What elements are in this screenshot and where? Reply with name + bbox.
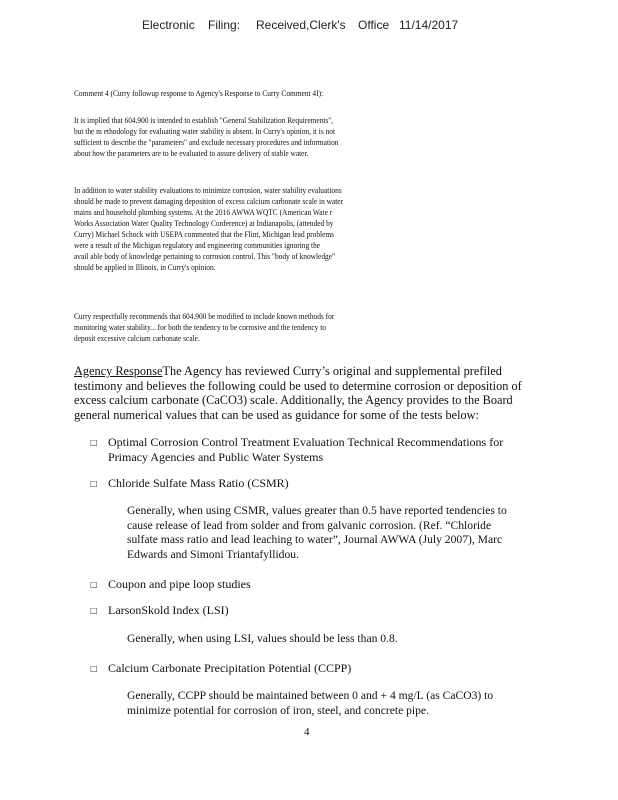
text-line: sulfate mass ratio and lead leaching to water”, Journal AWWA (July 2007), Marc [127, 533, 503, 546]
bullet-box-icon: □ [90, 664, 98, 673]
response-text: The Agency has reviewed Curry’s original and supplemental prefiled [162, 364, 502, 378]
header-filing: Filing: [208, 18, 241, 32]
header-date: 11/14/2017 [399, 18, 459, 32]
header-received-clerk: Received,Clerk's [256, 18, 346, 32]
text-line: about how the parameters are to be evaluated to assure delivery of stable water. [74, 148, 309, 158]
bullet-text: Coupon and pipe loop studies [108, 577, 251, 591]
lsi-guidance [127, 632, 398, 647]
text-line: should be applied in Illinois, in Curry's opinion. [74, 262, 216, 272]
text-line: Optimal Corrosion Control Treatment Evaluation Technical Recommendations for [108, 435, 504, 449]
comment-paragraph-3 [74, 311, 478, 344]
text-line: Curry) Michael Schock with USEPA commented that the Flint, Michigan lead problems [74, 229, 335, 239]
bullet-text: Chloride Sulfate Mass Ratio (CSMR) [108, 476, 289, 490]
text-line: monitoring water stability... for both the tendency to be corrosive and the tendency to [74, 322, 326, 332]
text-line: Works Association Water Quality Technology Conference) at Indianapolis, (attended by [74, 218, 334, 228]
response-line: testimony and believes the following could be used to determine corrosion or deposition of [74, 378, 522, 393]
comment-title [74, 88, 478, 99]
filing-header [0, 18, 618, 36]
text-line: Generally, when using CSMR, values greater than 0.5 have reported tendencies to [127, 504, 507, 517]
bullet-text [108, 435, 503, 464]
text-line: deposit excessive calcium carbonate scale. [74, 333, 200, 343]
text-line: but the m ethodology for evaluating water stability is absent. In Curry's opinion, it is not [74, 126, 335, 136]
bullet-text: Calcium Carbonate Precipitation Potential (CCPP) [108, 661, 352, 675]
response-line-1 [74, 364, 544, 379]
comment-paragraph-2 [74, 185, 478, 273]
text-line: Primacy Agencies and Public Water Systems [108, 449, 324, 464]
page-number: 4 [304, 726, 310, 738]
header-electronic: Electronic [142, 18, 195, 32]
response-line: general numerical values that can be used as guidance for some of the tests below: [74, 407, 479, 422]
text-line: In addition to water stability evaluations to minimize corrosion, water stability evaluations [74, 185, 342, 195]
comment-paragraph-1 [74, 115, 478, 159]
text-line: Curry respectfully recommends that 604.900 be modified to include known methods for [74, 311, 335, 321]
text-line: avail able body of knowledge pertaining to corrosion control. This "body of knowledge" [74, 251, 336, 261]
ccpp-guidance [127, 689, 493, 718]
bullet-text: LarsonSkold Index (LSI) [108, 603, 229, 617]
bullet-box-icon: □ [90, 606, 98, 615]
bullet-box-icon: □ [90, 438, 98, 447]
csmr-guidance [127, 504, 507, 562]
text-line: Generally, when using LSI, values should be less than 0.8. [127, 632, 398, 645]
text-line: cause release of lead from solder and from galvanic corrosion. (Ref. “Chloride [127, 518, 492, 532]
bullet-box-icon: □ [90, 580, 98, 589]
header-office: Office [358, 18, 390, 32]
agency-response [74, 364, 544, 422]
text-line: were a result of the Michigan regulatory and engineering communities ignoring the [74, 240, 321, 250]
response-label: Agency Response [74, 364, 163, 378]
text-line: Generally, CCPP should be maintained between 0 and + 4 mg/L (as CaCO3) to [127, 689, 494, 702]
text-line: minimize potential for corrosion of iron, steel, and concrete pipe. [127, 703, 429, 717]
response-line: excess calcium carbonate (CaCO3) scale. Additionally, the Agency provides to the Board [74, 393, 513, 407]
text-line: should be made to prevent damaging deposition of excess calcium carbonate scale in water [74, 196, 344, 206]
bullet-box-icon: □ [90, 479, 98, 488]
comment-title-text: Comment 4 (Curry followup response to Agency's Response to Curry Comment 4I): [74, 88, 324, 98]
text-line: Edwards and Simoni Triantafyllidou. [127, 547, 299, 561]
text-line: It is implied that 604.900 is intended to establish "General Stabilization Requirements", [74, 115, 334, 125]
text-line: sufficient to describe the "parameters" and exclude necessary procedures and information [74, 137, 339, 147]
text-line: mains and household plumbing systems. At the 2016 AWWA WQTC (American Wate r [74, 207, 333, 217]
